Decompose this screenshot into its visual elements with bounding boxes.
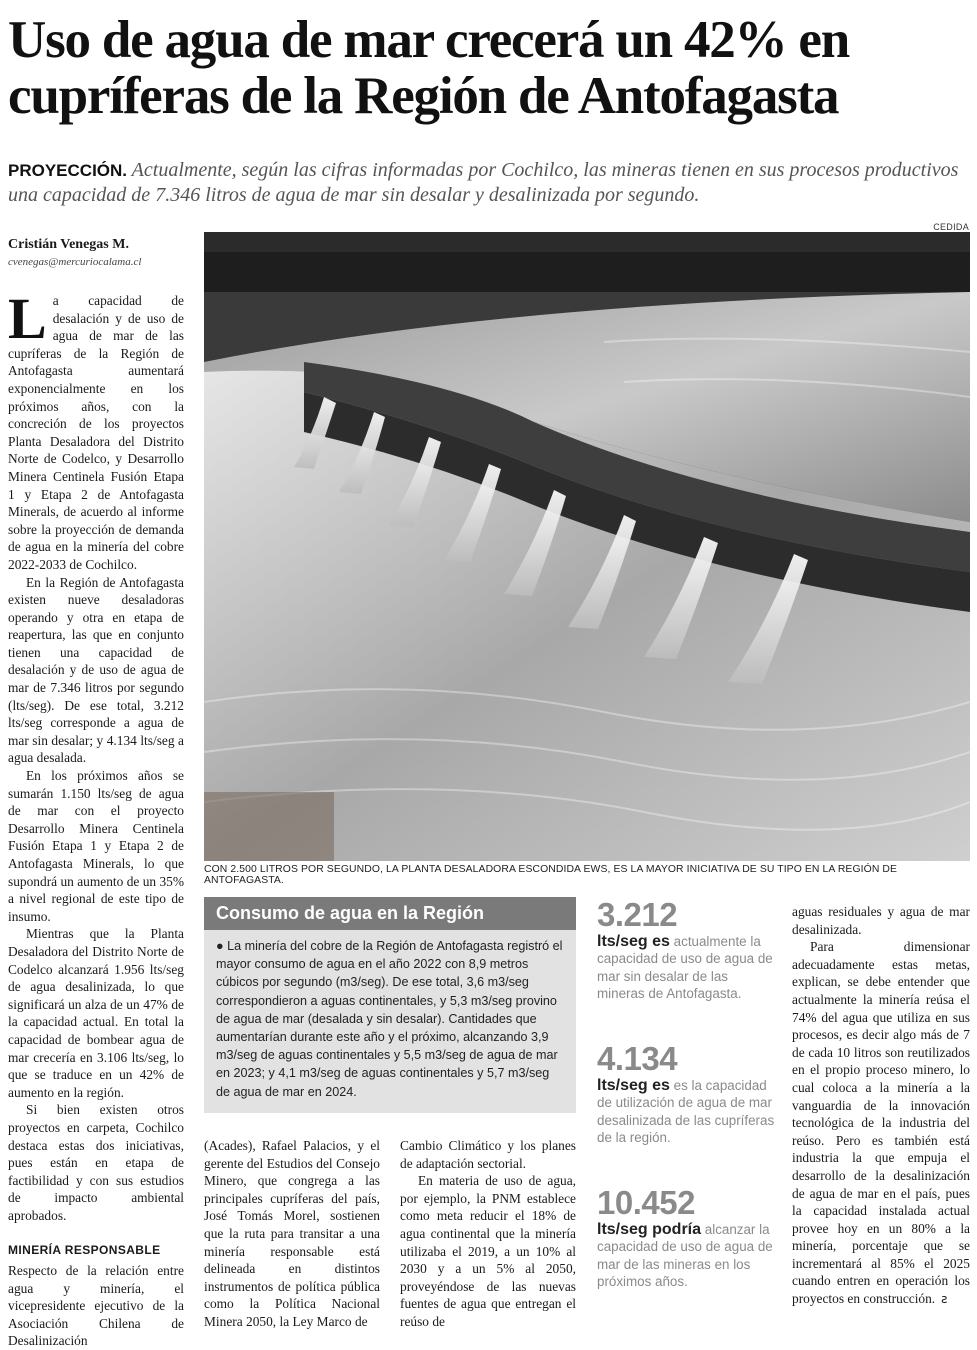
photo-caption: CON 2.500 LITROS POR SEGUNDO, LA PLANTA DESALADORA ESCONDIDA EWS, ES LA MAYOR INICIATIVA DE SU TIPO EN LA REGIÓN DE ANTOFAGASTA. <box>204 864 898 886</box>
deck-text: Actualmente, según las cifras informadas por Cochilco, las mineras tienen en sus procesos productivos una capacidad de 7.346 litros de agua de mar sin desalar y desalinizada por segundo. <box>8 159 959 206</box>
stat-block <box>597 1041 777 1147</box>
paragraph: Cambio Climático y los planes de adaptación sectorial. <box>400 1138 576 1171</box>
paragraph: En los próximos años se sumarán 1.150 lts/seg de agua de mar con el proyecto Desarrollo Minera Centinela Fusión Etapa 1 y Etapa 2 de Antofagasta Minerals, lo que supondrá un aumento de un 35% a nivel regional de este tipo de insumo. <box>8 768 184 924</box>
paragraph: aguas residuales y agua de mar desalinizada. <box>792 904 970 937</box>
headline: Uso de agua de mar crecerá un 42% en cupríferas de la Región de Antofagasta <box>8 11 850 125</box>
paragraph: Mientras que la Planta Desaladora del Distrito Norte de Codelco alcanzará 1.956 lts/seg de agua desalinizada, lo que significará un alza de un 47% de la capacidad actual. En total la capacidad de bombear agua de mar crecería en 3.106 lts/seg, lo que se traduce en un 42% de aumento en la región. <box>8 926 184 1100</box>
paragraph: Respecto de la relación entre agua y minería, el vicepresidente ejecutivo de la Asociación Chilena de Desalinización <box>8 1263 184 1349</box>
author-name: Cristián Venegas M. <box>8 237 129 252</box>
stat-description: lts/seg podría alcanzar la capacidad de uso de agua de mar de las mineras en los próximos años. <box>597 1221 773 1290</box>
paragraph: Si bien existen otros proyectos en carpeta, Cochilco destaca estas dos iniciativas, pues están en etapa de factibilidad y con sus estudios de impacto ambiental aprobados. <box>8 1102 184 1223</box>
paragraph: La capacidad de desalación y de uso de agua de mar de las cupríferas de la Región de Antofagasta aumentará exponencialmente en los próximos años, con la concreción de los proyectos Planta Desaladora del Distrito Norte de Codelco, y Desarrollo Minera Centinela Fusión Etapa 1 y Etapa 2 de Antofagasta Minerals, de acuerdo al informe sobre la proyección de demanda de agua en la minería del cobre 2022-2033 de Cochilco. <box>8 286 184 572</box>
infobox-title: Consumo de agua en la Región <box>204 897 576 930</box>
paragraph: En la Región de Antofagasta existen nueve desaladoras operando y otra en etapa de reapertura, las que en conjunto tienen una capacidad de desalación y de uso de agua de mar de 7.346 litros por segundo (lts/seg). De ese total, 3.212 lts/seg corresponde a agua de mar sin desalar; y 4.134 lts/seg a agua desalada. <box>8 574 184 766</box>
photo-illustration <box>204 232 970 861</box>
infobox-water-consumption <box>204 897 576 1113</box>
deck-kicker: PROYECCIÓN. <box>8 161 128 180</box>
paragraph: Para dimensionar adecuadamente estas metas, explican, se debe entender que actualmente la minería reúsa el 74% del agua que utiliza en sus procesos, es decir algo más de 7 de cada 10 litros son reutilizados en el propio proceso minero, lo cual coloca a la minería a la vanguardia de la innovación tecnológica de la industria del reúso. Pero es también está industria la que empuja el desarrollo de la desalinización de agua de mar en el país, pues la capacidad instalada actual provee hoy en un 80% a la minería, porcentaje que se incrementará al 85% el 2025 cuando entren en operación los proyectos en construcción. ƨ <box>792 939 970 1307</box>
stat-description: lts/seg es es la capacidad de utilización de agua de mar desalinizada de las cupríferas de la región. <box>597 1077 775 1146</box>
stat-description: lts/seg es actualmente la capacidad de uso de agua de mar sin desalar de las mineras de Antofagasta. <box>597 933 773 1002</box>
drop-cap: L <box>8 286 47 351</box>
deck <box>8 158 970 208</box>
article-column-1 <box>8 286 184 1350</box>
bullet-icon: ● <box>216 939 224 953</box>
author-email[interactable]: cvenegas@mercuriocalama.cl <box>8 256 142 268</box>
stat-block <box>597 897 777 1003</box>
photo-desalination-plant <box>204 232 970 861</box>
stat-block <box>597 1185 777 1291</box>
article-column-3 <box>400 1137 576 1331</box>
stat-number: 3.212 <box>597 896 678 933</box>
paragraph: En materia de uso de agua, por ejemplo, la PNM establece como meta reducir el 18% de agua continental que la minería utilizaba el 2019, a un 10% al 2030 y a un 5% al 2050, proveyéndose de las nuevas fuentes de agua que entregan el reúso de <box>400 1173 576 1329</box>
article-column-5 <box>792 903 970 1309</box>
stat-number: 10.452 <box>597 1184 695 1221</box>
photo-credit: CEDIDA <box>933 222 969 232</box>
infobox-text: ● La minería del cobre de la Región de Antofagasta registró el mayor consumo de agua en el año 2022 con 8,9 metros cúbicos por segundo (m3/seg). De ese total, 3,6 m3/seg correspondieron a aguas continentales, y 5,3 m3/seg provino de agua de mar (desalada y sin desalar). Cantidades que aumentarían durante este año y el próximo, alcanzando 3,9 m3/seg de aguas continentales y 5,5 m3/seg de agua de mar en 2023; y 4,1 m3/seg de aguas continentales y 5,7 m3/seg de agua de mar en 2024. <box>216 939 563 1099</box>
end-mark-icon: ƨ <box>941 1292 948 1307</box>
byline <box>8 237 141 268</box>
article-column-2 <box>204 1137 380 1331</box>
stat-number: 4.134 <box>597 1040 678 1077</box>
paragraph: (Acades), Rafael Palacios, y el gerente del Estudios del Consejo Minero, que congrega a las principales cupríferas del país, José Tomás Morel, sostienen que la ruta para transitar a una minería responsable está delineada en distintos instrumentos de política pública como la Política Nacional Minera 2050, la Ley Marco de <box>204 1138 380 1329</box>
section-subhead: MINERÍA RESPONSABLE <box>8 1243 161 1258</box>
